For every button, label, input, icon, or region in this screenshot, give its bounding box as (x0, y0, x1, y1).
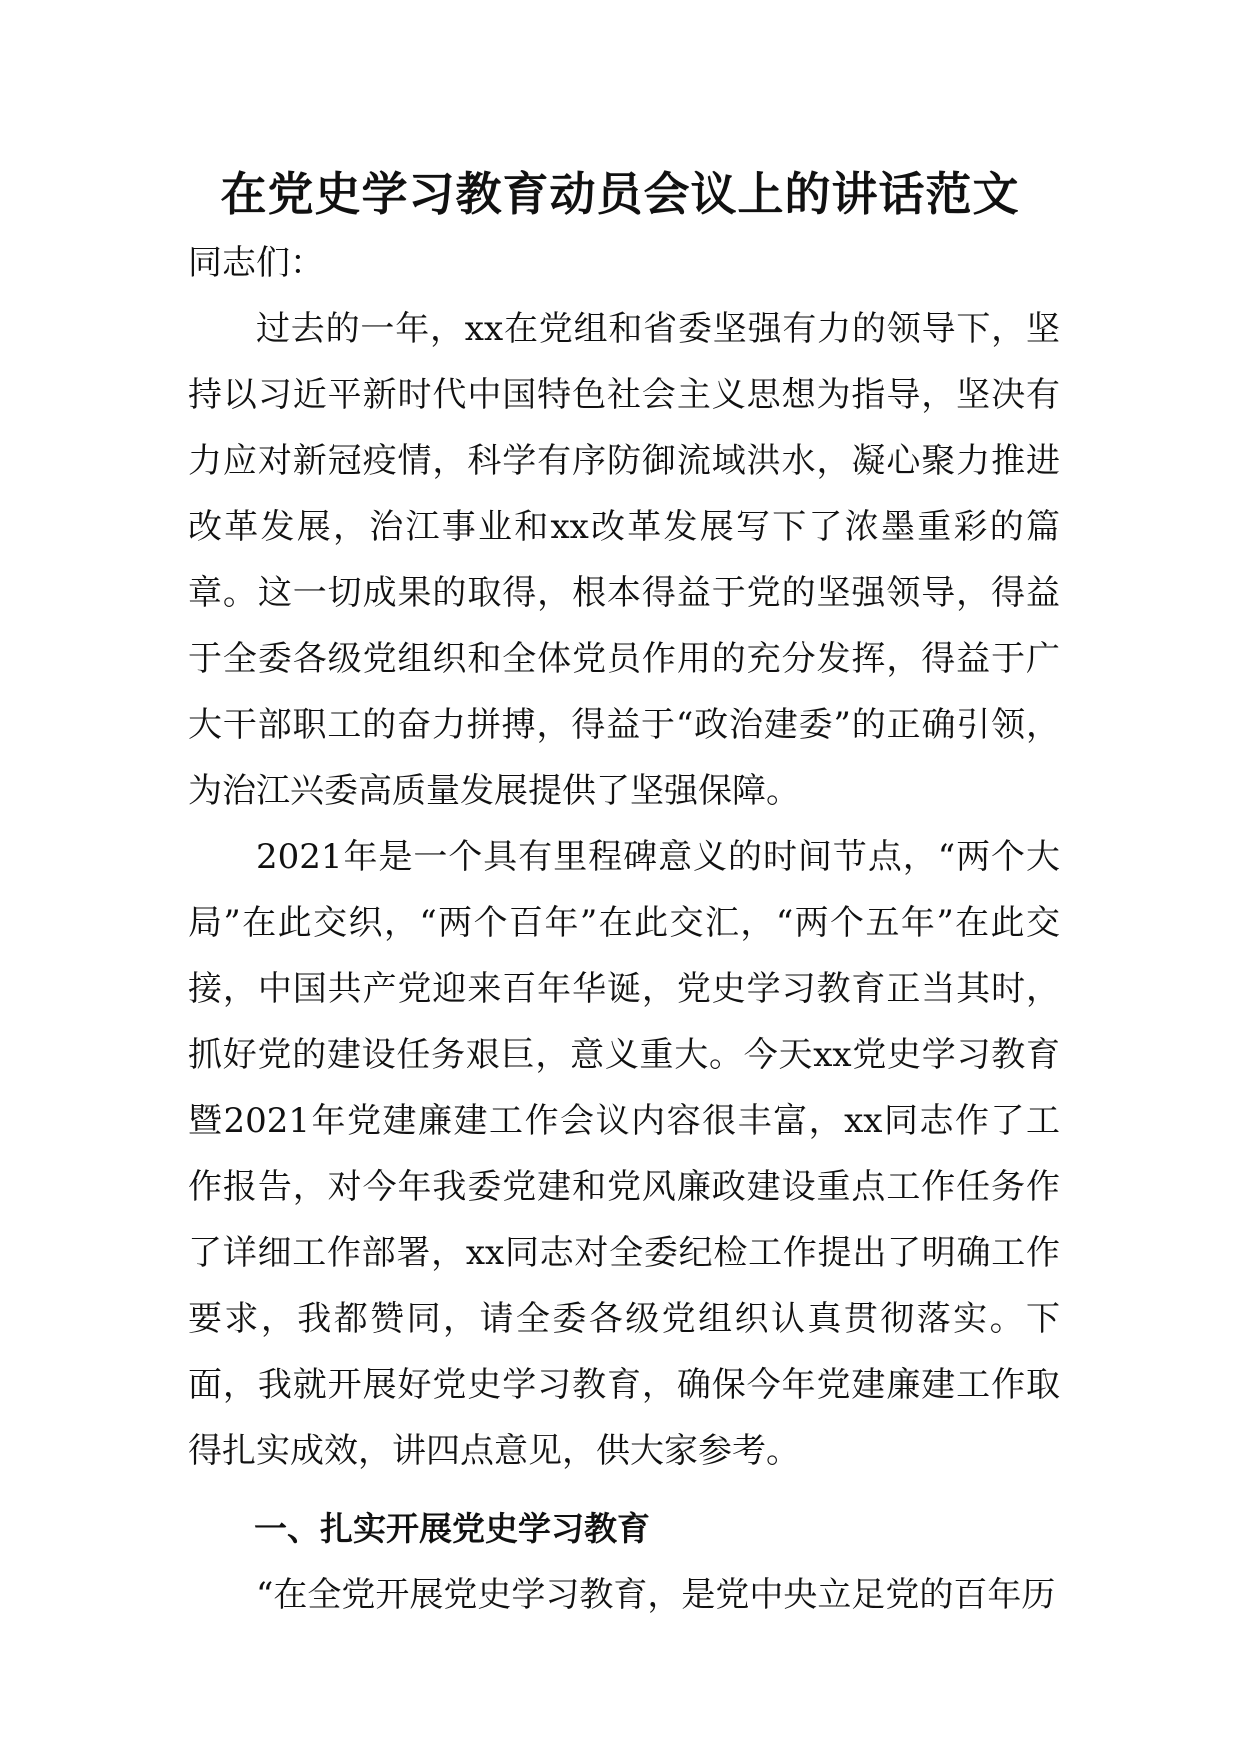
document-title: 在党史学习教育动员会议上的讲话范文 (220, 167, 1020, 221)
document-body (188, 230, 1060, 1628)
salutation: 同志们： (188, 243, 324, 283)
section-heading: 一、扎实开展党史学习教育 (254, 1509, 650, 1548)
paragraph-2: 2021年是一个具有里程碑意义的时间节点，“两个大局”在此交织，“两个百年”在此交汇，“两个五年”在此交接，中国共产党迎来百年华诞，党史学习教育正当其时，抓好党的建设任务艰巨，意义重大。今天xx党史学习教育暨2021年党建廉建工作会议内容很丰富，xx同志作了工作报告，对今年我委党建和党风廉政建设重点工作任务作了详细工作部署，xx同志对全委纪检工作提出了明确工作要求，我都赞同，请全委各级党组织认真贯彻落实。下面，我就开展好党史学习教育，确保今年党建廉建工作取得扎实成效，讲四点意见，供大家参考。 (188, 837, 1060, 1471)
paragraph-1: 过去的一年，xx在党组和省委坚强有力的领导下，坚持以习近平新时代中国特色社会主义思想为指导，坚决有力应对新冠疫情，科学有序防御流域洪水，凝心聚力推进改革发展，治江事业和xx改革发展写下了浓墨重彩的篇章。这一切成果的取得，根本得益于党的坚强领导，得益于全委各级党组织和全体党员作用的充分发挥，得益于广大干部职工的奋力拼搏，得益于“政治建委”的正确引领，为治江兴委高质量发展提供了坚强保障。 (188, 309, 1060, 811)
section-paragraph: “在全党开展党史学习教育，是党中央立足党的百年历 (256, 1575, 1056, 1615)
